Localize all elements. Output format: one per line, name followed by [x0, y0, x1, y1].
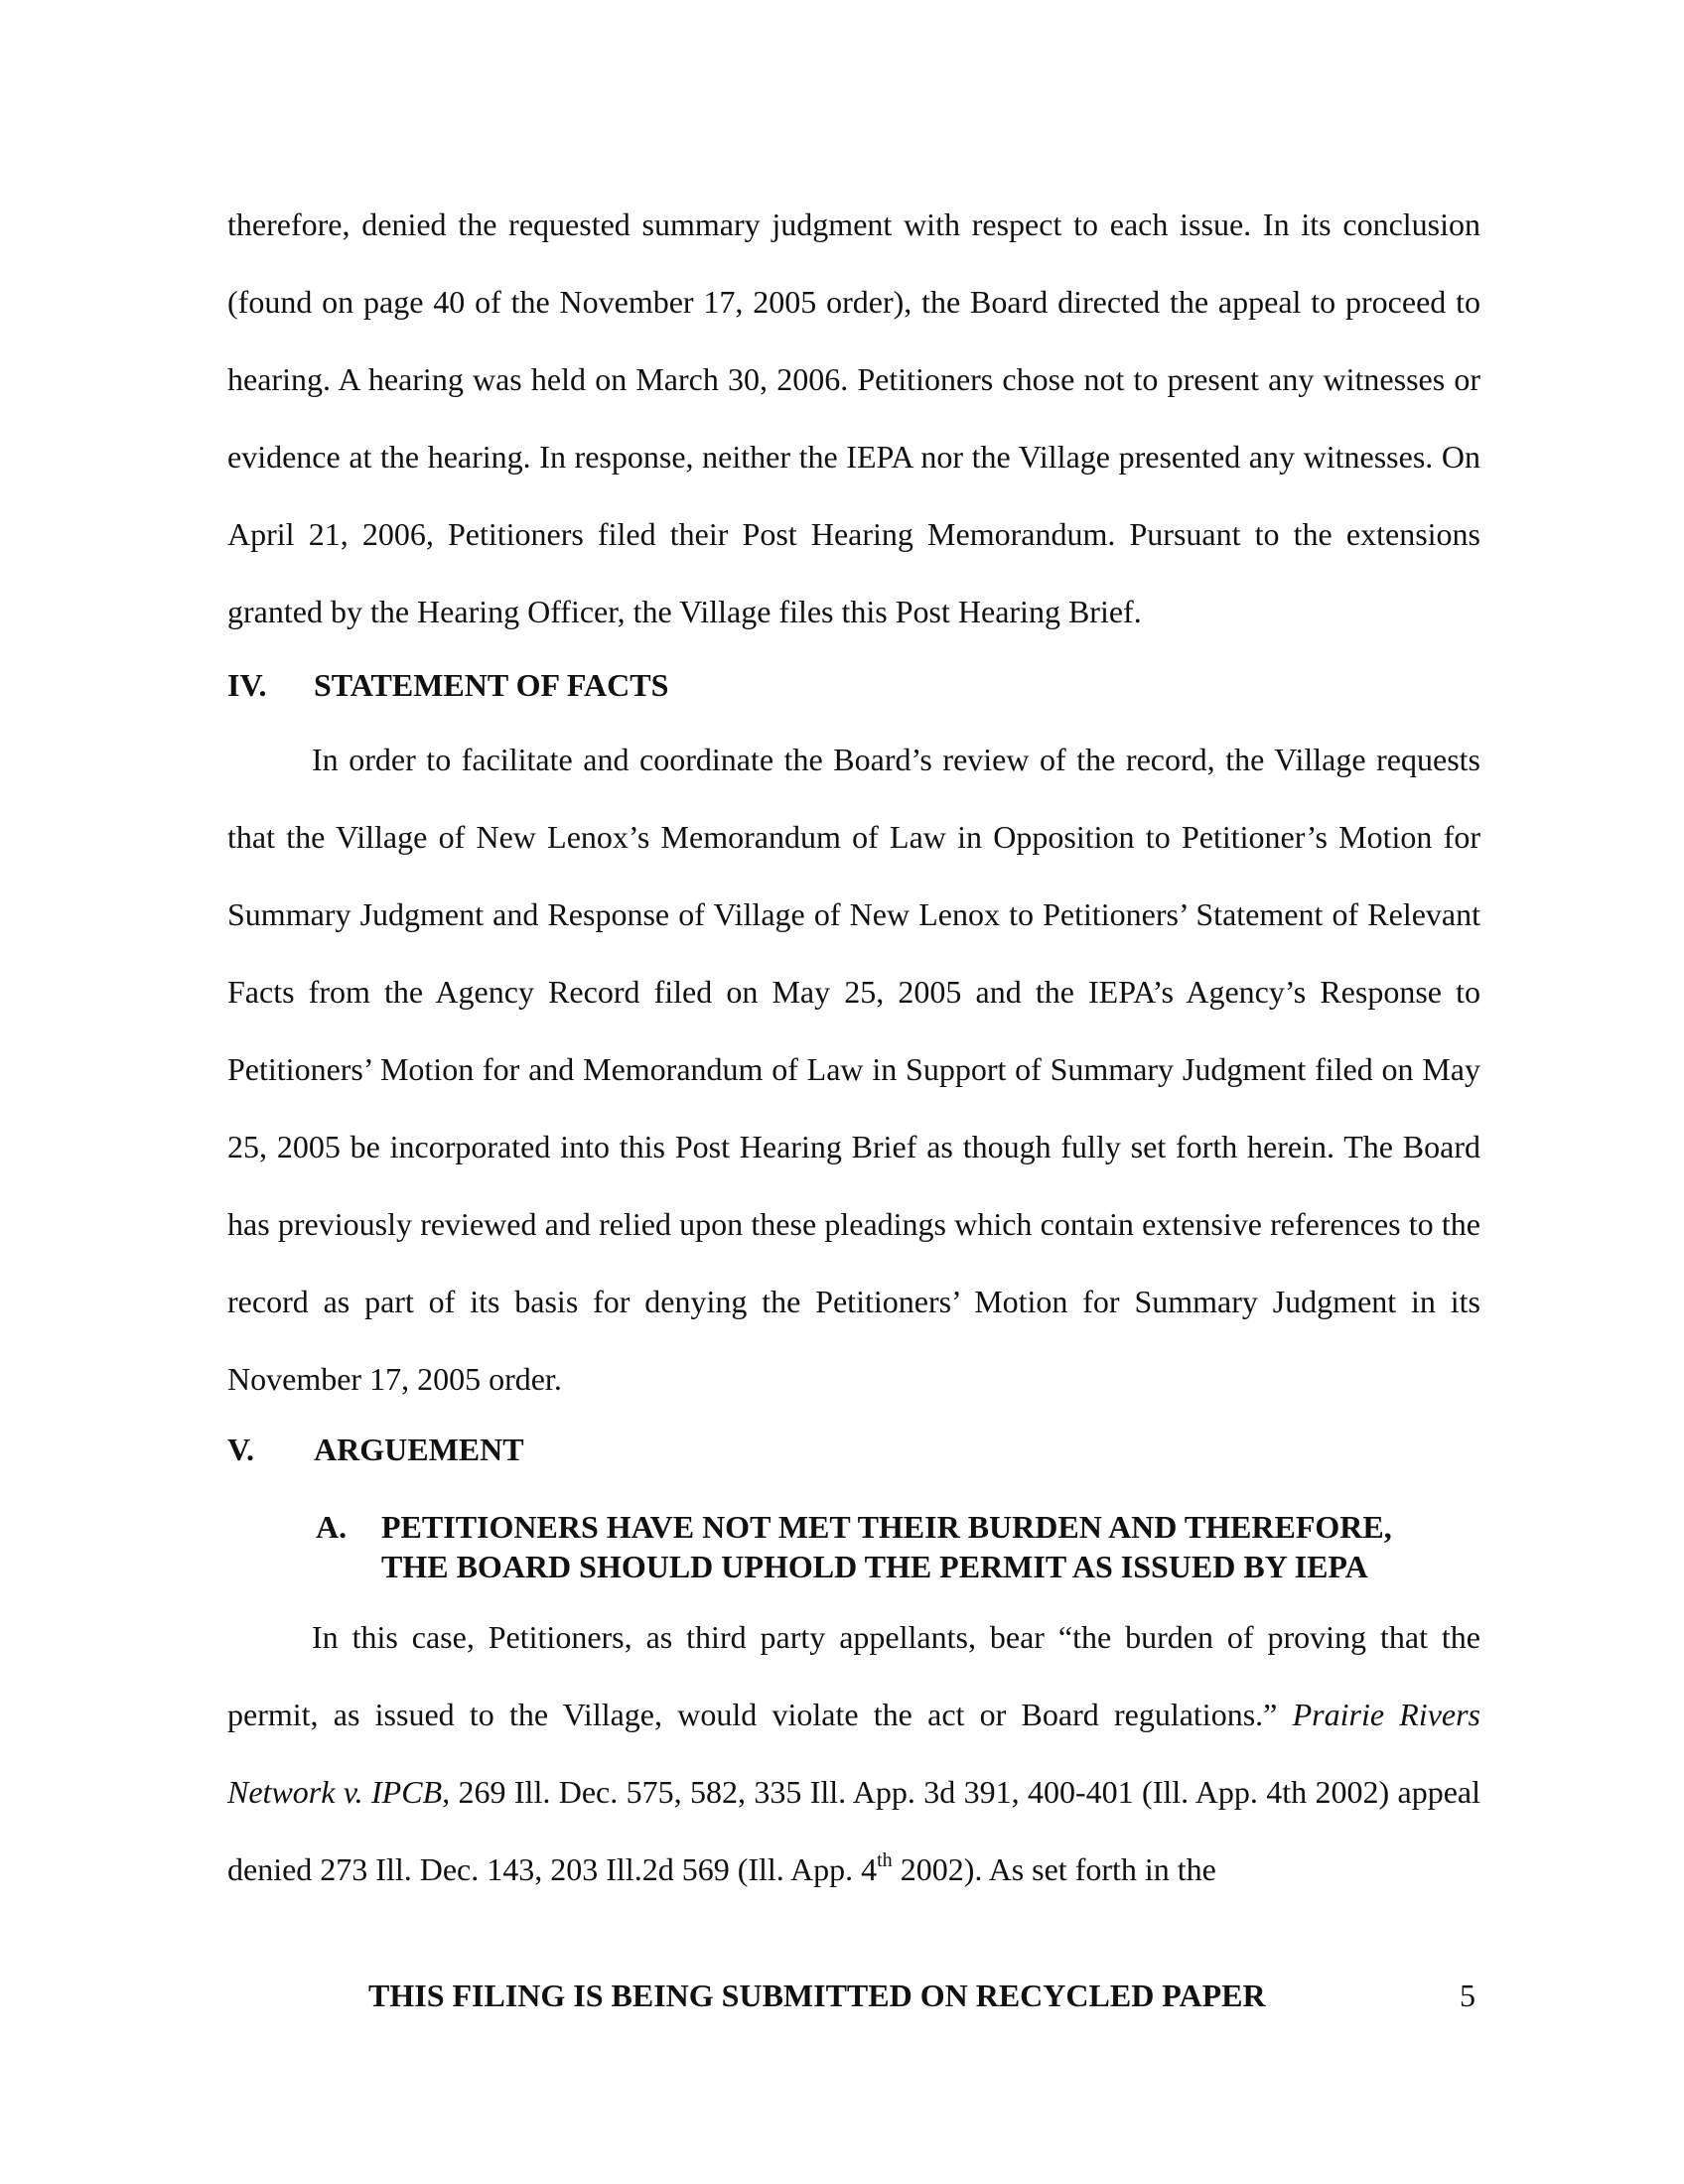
paragraph-burden-of-proof [227, 1598, 1480, 1908]
paragraph-text-part-3: 2002). As set forth in the [900, 1851, 1216, 1887]
paragraph-text [227, 1598, 1480, 1908]
case-citation: Prairie Rivers Network v. IPCB, [227, 1697, 1481, 1810]
page-number: 5 [1460, 1978, 1475, 2013]
subsection-letter: A. [316, 1509, 348, 1545]
section-title: ARGUEMENT [314, 1432, 524, 1467]
recycled-paper-notice: THIS FILING IS BEING SUBMITTED ON RECYCLED PAPER [368, 1978, 1266, 2013]
section-title: STATEMENT OF FACTS [314, 667, 669, 703]
paragraph-text-part-1: In this case, Petitioners, as third party appellants, bear “the burden of proving that the permit, as issued to the Village, would violate the act or Board regulations.” [227, 1619, 1480, 1732]
ordinal-superscript: th [877, 1849, 893, 1872]
subsection-heading-a [316, 1507, 1487, 1586]
section-heading-arguement [227, 1430, 524, 1469]
paragraph-text: therefore, denied the requested summary judgment with respect to each issue. In its conclusion (found on page 40 of the November 17, 2005 order), the Board directed the appeal to proceed to hearing. A hearing was held on March 30, 2006. Petitioners chose not to present any witnesses or evidence at the hearing. In response, neither the IEPA nor the Village presented any witnesses. On April 21, 2006, Petitioners filed their Post Hearing Memorandum. Pursuant to the extensions granted by the Hearing Officer, the Village files this Post Hearing Brief. [227, 206, 1480, 629]
section-heading-statement-of-facts [227, 665, 668, 705]
paragraph-statement-of-facts [227, 721, 1480, 1418]
paragraph-procedural-history [227, 186, 1480, 650]
section-number: IV. [227, 667, 267, 703]
section-number: V. [227, 1432, 254, 1467]
subsection-title-line-1: PETITIONERS HAVE NOT MET THEIR BURDEN AND THEREFORE, [381, 1509, 1392, 1545]
subsection-title-line-2: THE BOARD SHOULD UPHOLD THE PERMIT AS ISSUED BY IEPA [381, 1549, 1368, 1584]
paragraph-text-part-2: 269 Ill. Dec. 575, 582, 335 Ill. App. 3d 391, 400-401 (Ill. App. 4th 2002) appeal denied 273 Ill. Dec. 143, 203 Ill.2d 569 (Ill. App. 4 [227, 1774, 1481, 1887]
paragraph-text: In order to facilitate and coordinate the Board’s review of the record, the Village requests that the Village of New Lenox’s Memorandum of Law in Opposition to Petitioner’s Motion for Summary Judgment and Response of Village of New Lenox to Petitioners’ Statement of Relevant Facts from the Agency Record filed on May 25, 2005 and the IEPA’s Agency’s Response to Petitioners’ Motion for and Memorandum of Law in Support of Summary Judgment filed on May 25, 2005 be incorporated into this Post Hearing Brief as though fully set forth herein. The Board has previously reviewed and relied upon these pleadings which contain extensive references to the record as part of its basis for denying the Petitioners’ Motion for Summary Judgment in its November 17, 2005 order. [227, 742, 1480, 1397]
